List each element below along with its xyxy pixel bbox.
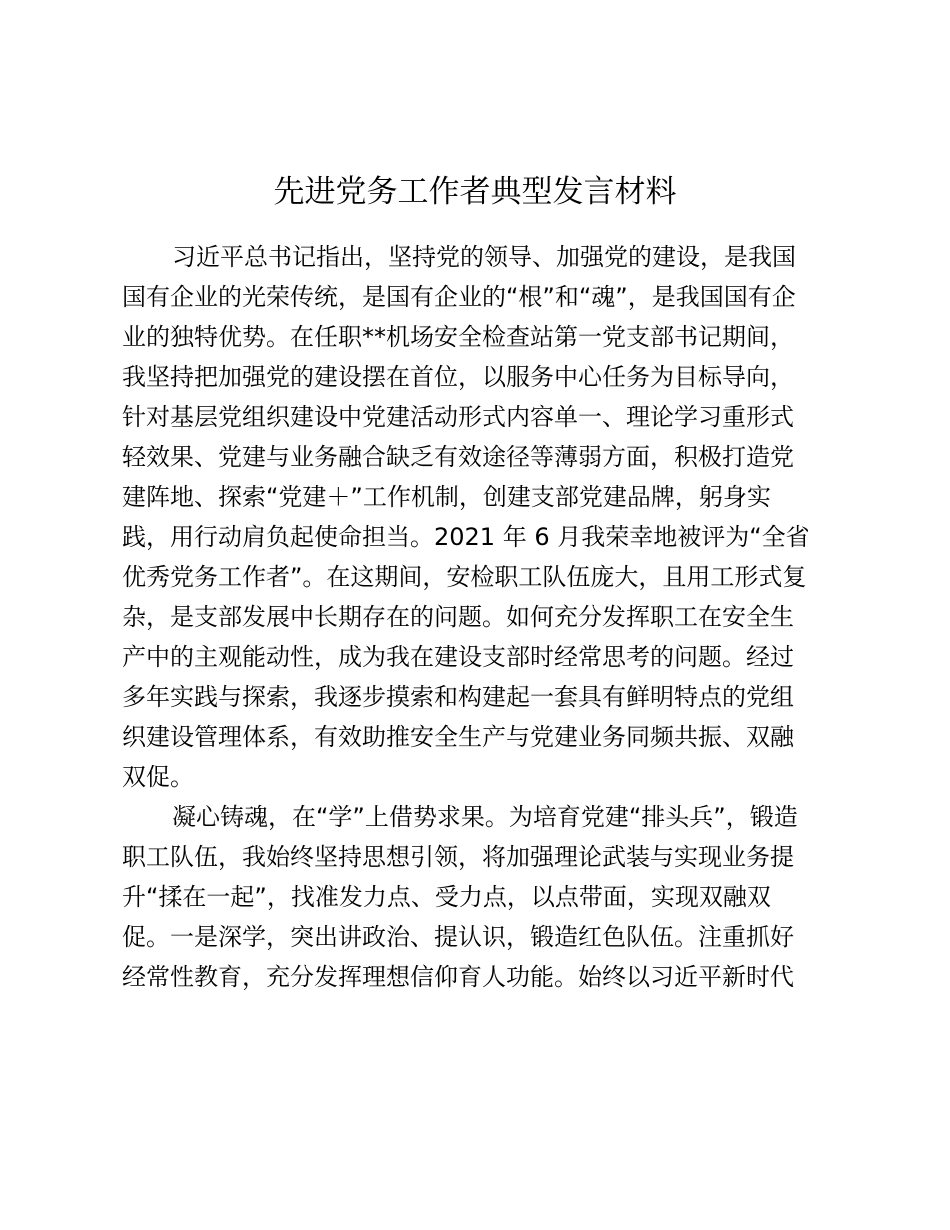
body-line: 职工队伍，我始终坚持思想引领，将加强理论武装与实现业务提 — [122, 843, 794, 871]
body-line: 建阵地、探索“党建＋”工作机制，创建支部党建品牌，躬身实 — [122, 483, 771, 511]
body-line: 升“揉在一起”，找准发力点、受力点，以点带面，实现双融双 — [122, 883, 771, 911]
body-line: 多年实践与探索，我逐步摸索和构建起一套具有鲜明特点的党组 — [122, 683, 794, 711]
body-line: 织建设管理体系，有效助推安全生产与党建业务同频共振、双融 — [122, 723, 794, 751]
body-line: 产中的主观能动性，成为我在建设支部时经常思考的问题。经过 — [122, 643, 794, 671]
body-line: 优秀党务工作者”。在这期间，安检职工队伍庞大，且用工形式复 — [122, 563, 807, 591]
body-line: 杂，是支部发展中长期存在的问题。如何充分发挥职工在安全生 — [122, 603, 794, 631]
body-line: 针对基层党组织建设中党建活动形式内容单一、理论学习重形式 — [122, 403, 794, 431]
body-line: 践，用行动肩负起使命担当。2021 年 6 月我荣幸地被评为“全省 — [122, 523, 810, 551]
body-line: 经常性教育，充分发挥理想信仰育人功能。始终以习近平新时代 — [122, 963, 794, 991]
body-line: 习近平总书记指出，坚持党的领导、加强党的建设，是我国 — [172, 243, 796, 271]
body-line: 促。一是深学，突出讲政治、提认识，锻造红色队伍。注重抓好 — [122, 923, 794, 951]
body-line: 我坚持把加强党的建设摆在首位，以服务中心任务为目标导向， — [122, 363, 794, 391]
body-line: 凝心铸魂，在“学”上借势求果。为培育党建“排头兵”，锻造 — [172, 803, 798, 831]
body-line: 业的独特优势。在任职**机场安全检查站第一党支部书记期间， — [122, 323, 794, 351]
body-line: 轻效果、党建与业务融合缺乏有效途径等薄弱方面，积极打造党 — [122, 443, 794, 471]
body-line: 国有企业的光荣传统，是国有企业的“根”和“魂”，是我国国有企 — [122, 283, 796, 311]
body-line: 双促。 — [122, 763, 194, 791]
document-title: 先进党务工作者典型发言材料 — [273, 174, 677, 210]
